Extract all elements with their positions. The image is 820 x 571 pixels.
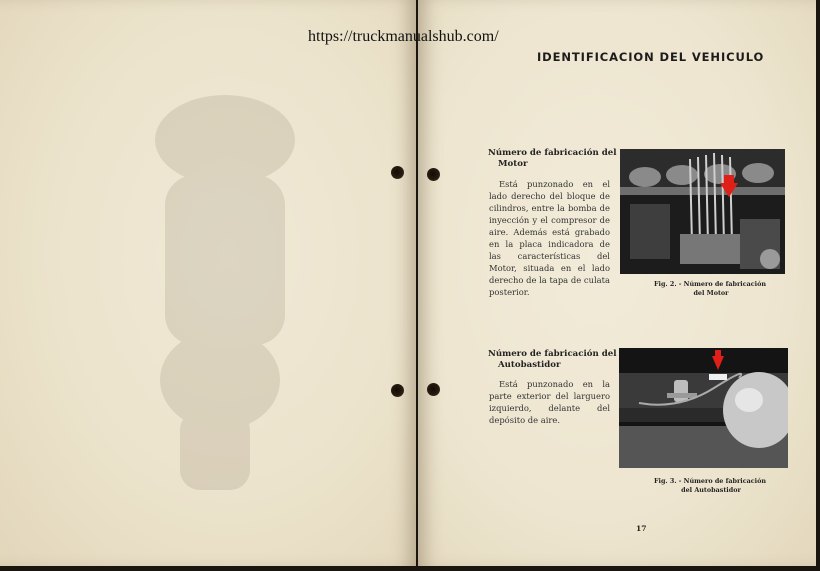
figure-2-caption-line2: del Motor bbox=[693, 288, 729, 297]
section-title-motor-line1: Número de fabricación del bbox=[488, 148, 617, 158]
watermark-url: https://truckmanualshub.com/ bbox=[308, 28, 499, 45]
binding-hole-top-left bbox=[391, 166, 404, 179]
section-title-chassis bbox=[488, 349, 618, 371]
section-text-chassis: Está punzonado en la parte exterior del larguero izquierdo, delante del depósito de aire. bbox=[489, 379, 610, 425]
figure-2-caption bbox=[626, 280, 796, 297]
bleed-through-illustration bbox=[110, 80, 340, 500]
section-title-chassis-line1: Número de fabricación del bbox=[488, 349, 617, 359]
engine-photo-graphic bbox=[620, 149, 785, 274]
section-title-chassis-line2: Autobastidor bbox=[498, 360, 561, 370]
binding-hole-bottom-right bbox=[427, 383, 440, 396]
binding-hole-top-right bbox=[427, 168, 440, 181]
figure-3-caption bbox=[626, 477, 796, 494]
chassis-photo-graphic bbox=[619, 348, 788, 468]
section-title-motor bbox=[488, 148, 618, 170]
page-number: 17 bbox=[636, 524, 647, 533]
figure-3-caption-line1: Fig. 3. - Número de fabricación bbox=[654, 477, 766, 485]
figure-3-chassis-photo bbox=[619, 348, 788, 468]
section-title-motor-line2: Motor bbox=[498, 159, 528, 169]
binding-hole-bottom-left bbox=[391, 384, 404, 397]
figure-2-caption-line1: Fig. 2. - Número de fabricación bbox=[654, 280, 766, 288]
figure-3-caption-line2: del Autobastidor bbox=[681, 485, 741, 494]
page-header: IDENTIFICACION DEL VEHICULO bbox=[537, 50, 765, 64]
section-text-motor: Está punzonado en el lado derecho del bloque de cilindros, entre la bomba de inyección y el compresor de aire. Además está grabado en la placa indicadora de las características del Motor, situada en el lado derecho de la tapa de culata posterior. bbox=[489, 179, 610, 297]
figure-2-engine-photo bbox=[620, 149, 785, 274]
